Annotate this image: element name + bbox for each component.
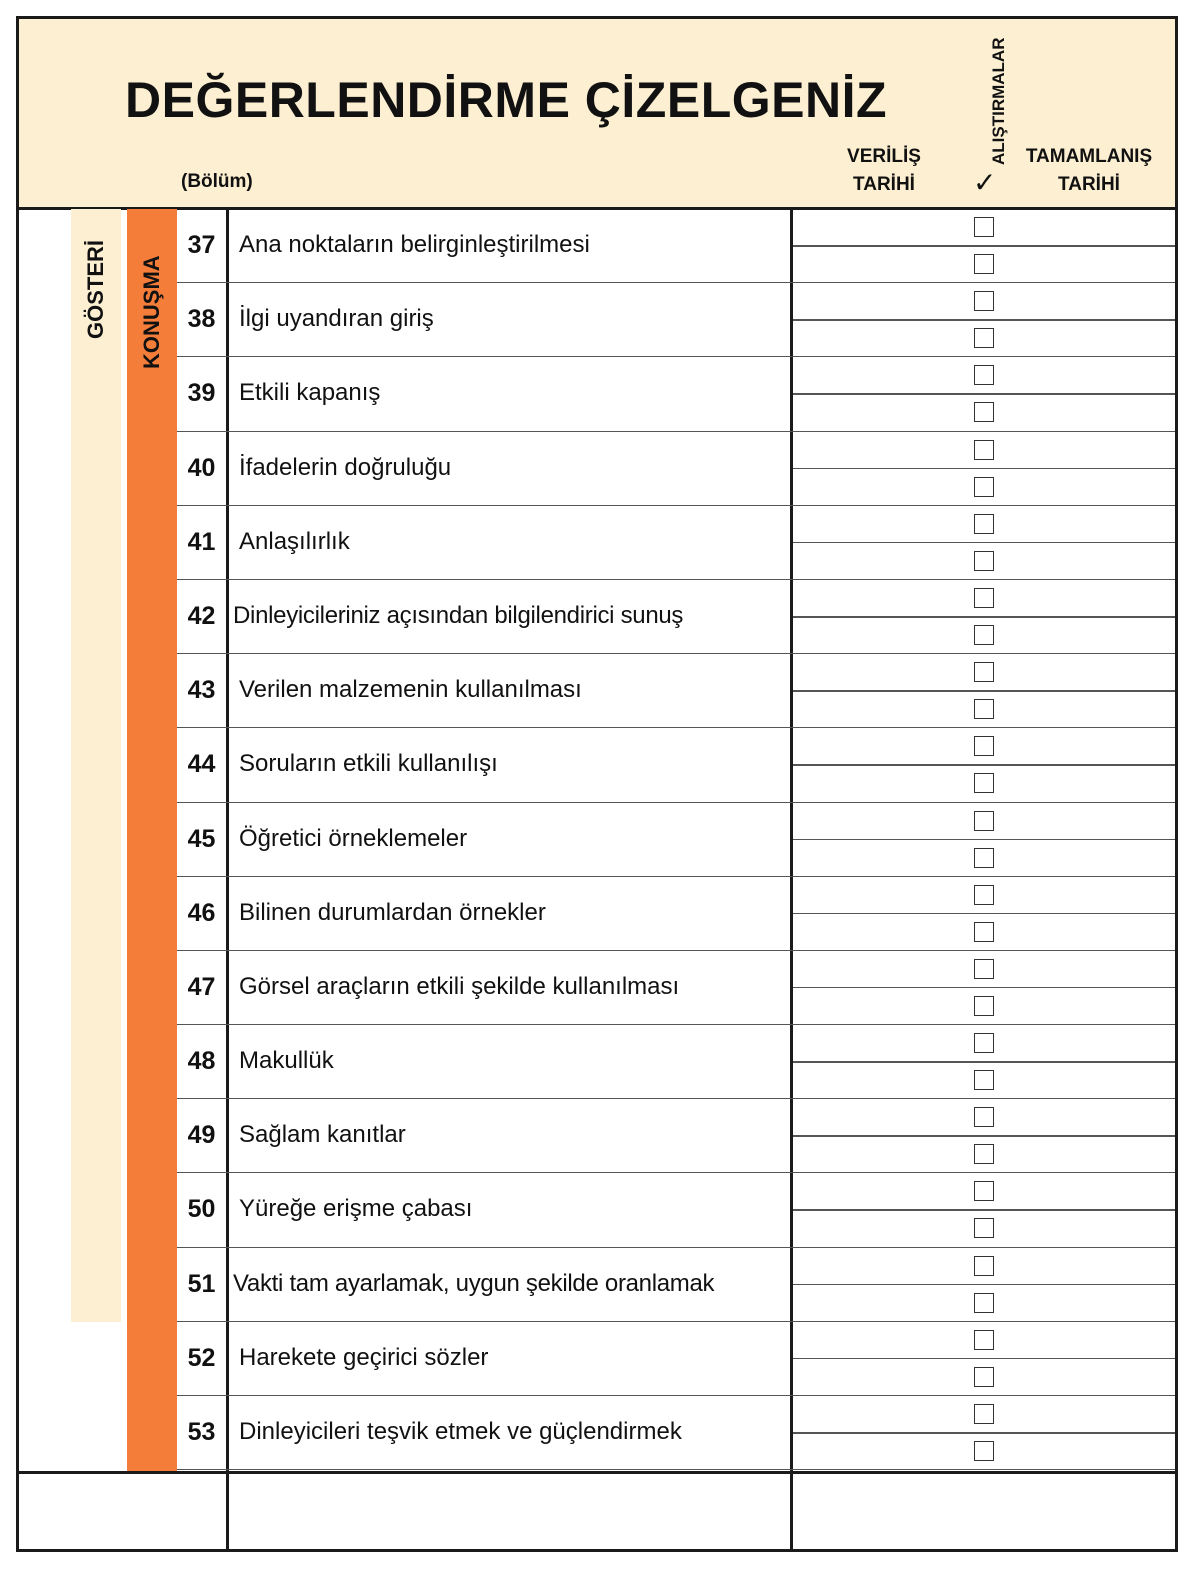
lesson-title: Ana noktaların belirginleştirilmesi: [239, 231, 590, 258]
lesson-row: [177, 1173, 1175, 1247]
lesson-row: [177, 1099, 1175, 1173]
exercise-checkbox[interactable]: [974, 477, 994, 497]
lesson-number: 45: [187, 824, 216, 853]
exercise-checkbox[interactable]: [974, 1144, 994, 1164]
table-bottom-rule: [19, 1471, 1175, 1474]
lesson-title: Öğretici örneklemeler: [239, 824, 468, 852]
lesson-row: [177, 1248, 1175, 1322]
evaluation-chart: [16, 16, 1178, 1552]
date-completed-header: [1009, 143, 1169, 199]
lesson-number: 51: [187, 1269, 216, 1298]
exercise-checkbox[interactable]: [974, 254, 994, 274]
section-label: (Bölüm): [181, 171, 253, 192]
lesson-number: 52: [187, 1343, 216, 1372]
date-row-divider: [793, 245, 1175, 247]
exercise-checkbox[interactable]: [974, 625, 994, 645]
exercise-checkbox[interactable]: [974, 662, 994, 682]
lesson-title: Verilen malzemenin kullanılması: [239, 676, 582, 704]
date-given-header-line2: TARİHİ: [853, 174, 915, 195]
lesson-title: Anlaşılırlık: [239, 527, 350, 555]
lesson-row: [177, 1396, 1175, 1470]
exercise-checkbox[interactable]: [974, 773, 994, 793]
lesson-row: [177, 506, 1175, 580]
date-row-divider: [793, 1358, 1175, 1360]
date-row-divider: [793, 616, 1175, 618]
lesson-number: 38: [187, 305, 216, 334]
lesson-number: 43: [187, 676, 216, 705]
exercise-checkbox[interactable]: [974, 1441, 994, 1461]
lesson-row: [177, 1025, 1175, 1099]
exercise-checkbox[interactable]: [974, 1404, 994, 1424]
exercise-checkbox[interactable]: [974, 885, 994, 905]
lesson-number: 41: [187, 527, 216, 556]
exercise-checkbox[interactable]: [974, 402, 994, 422]
date-row-divider: [793, 1432, 1175, 1434]
lesson-number: 47: [187, 972, 216, 1001]
lesson-number: 37: [187, 231, 216, 259]
lesson-row: [177, 357, 1175, 431]
chart-header: [19, 19, 1175, 210]
lesson-title: İlgi uyandıran giriş: [239, 305, 434, 333]
lesson-title: İfadelerin doğruluğu: [239, 453, 452, 481]
lesson-row: [177, 728, 1175, 802]
exercise-checkbox[interactable]: [974, 1218, 994, 1238]
lesson-list: [177, 209, 1175, 1470]
lesson-row: [177, 580, 1175, 654]
date-row-divider: [793, 764, 1175, 766]
lesson-row: [177, 1322, 1175, 1396]
exercise-checkbox[interactable]: [974, 959, 994, 979]
check-mark-icon: ✓: [973, 167, 997, 198]
date-row-divider: [793, 1061, 1175, 1063]
date-row-divider: [793, 393, 1175, 395]
lesson-number: 46: [187, 898, 216, 927]
lesson-row: [177, 877, 1175, 951]
lesson-row: [177, 803, 1175, 877]
lesson-title: Sağlam kanıtlar: [239, 1121, 406, 1149]
lesson-row: [177, 654, 1175, 728]
date-completed-header-line2: TARİHİ: [1058, 174, 1120, 195]
exercise-checkbox[interactable]: [974, 1181, 994, 1201]
exercise-checkbox[interactable]: [974, 811, 994, 831]
date-row-divider: [793, 987, 1175, 989]
exercise-checkbox[interactable]: [974, 848, 994, 868]
exercise-checkbox[interactable]: [974, 551, 994, 571]
lesson-number: 40: [187, 453, 216, 482]
lesson-title: Makullük: [239, 1047, 334, 1075]
exercise-checkbox[interactable]: [974, 1107, 994, 1127]
talk-band: [127, 209, 177, 1471]
exercise-checkbox[interactable]: [974, 217, 994, 237]
date-row-divider: [793, 1284, 1175, 1286]
lesson-number: 49: [187, 1121, 216, 1150]
lesson-title: Soruların etkili kullanılışı: [239, 750, 498, 778]
date-row-divider: [793, 319, 1175, 321]
talk-band-label: KONUŞMA: [139, 255, 164, 369]
lesson-title: Dinleyicileri teşvik etmek ve güçlendirmek: [239, 1418, 682, 1445]
lesson-title: Etkili kapanış: [239, 379, 381, 407]
lesson-number: 39: [187, 379, 216, 408]
lesson-row: [177, 283, 1175, 357]
exercise-checkbox[interactable]: [974, 736, 994, 756]
lesson-row: [177, 209, 1175, 283]
lesson-number: 48: [187, 1047, 216, 1076]
lesson-number: 42: [187, 601, 216, 630]
exercises-header: [957, 21, 1017, 201]
lesson-title: Görsel araçların etkili şekilde kullanılması: [239, 972, 680, 1000]
lesson-row: [177, 951, 1175, 1025]
exercise-checkbox[interactable]: [974, 328, 994, 348]
exercises-header-label: ALIŞTIRMALAR: [989, 37, 1008, 165]
exercise-checkbox[interactable]: [974, 699, 994, 719]
date-row-divider: [793, 542, 1175, 544]
date-row-divider: [793, 1135, 1175, 1137]
date-given-header-line1: VERİLİŞ: [847, 146, 921, 167]
demonstration-band: [71, 209, 121, 1322]
lesson-number: 44: [187, 750, 216, 779]
lesson-title: Bilinen durumlardan örnekler: [239, 898, 546, 926]
exercise-checkbox[interactable]: [974, 514, 994, 534]
exercise-checkbox[interactable]: [974, 922, 994, 942]
date-row-divider: [793, 913, 1175, 915]
exercise-checkbox[interactable]: [974, 440, 994, 460]
page-title: DEĞERLENDİRME ÇİZELGENİZ: [125, 72, 888, 128]
exercise-checkbox[interactable]: [974, 1033, 994, 1053]
exercise-checkbox[interactable]: [974, 1293, 994, 1313]
exercise-checkbox[interactable]: [974, 291, 994, 311]
exercise-checkbox[interactable]: [974, 588, 994, 608]
lesson-title: Vakti tam ayarlamak, uygun şekilde oranlamak: [233, 1269, 715, 1297]
lesson-row: [177, 432, 1175, 506]
lesson-title: Yüreğe erişme çabası: [239, 1195, 473, 1223]
date-row-divider: [793, 839, 1175, 841]
exercise-checkbox[interactable]: [974, 996, 994, 1016]
exercise-checkbox[interactable]: [974, 1367, 994, 1387]
demonstration-band-label: GÖSTERİ: [83, 239, 108, 339]
lesson-title: Harekete geçirici sözler: [239, 1343, 489, 1371]
date-row-divider: [793, 690, 1175, 692]
lesson-number: 53: [187, 1418, 216, 1446]
date-row-divider: [793, 1209, 1175, 1211]
exercise-checkbox[interactable]: [974, 365, 994, 385]
lesson-title: Dinleyicileriniz açısından bilgilendirici sunuş: [233, 601, 684, 629]
date-row-divider: [793, 468, 1175, 470]
lesson-number: 50: [187, 1195, 216, 1224]
exercise-checkbox[interactable]: [974, 1070, 994, 1090]
exercise-checkbox[interactable]: [974, 1330, 994, 1350]
exercise-checkbox[interactable]: [974, 1256, 994, 1276]
date-completed-header-line1: TAMAMLANIŞ: [1025, 146, 1153, 167]
date-given-header: [829, 143, 939, 199]
